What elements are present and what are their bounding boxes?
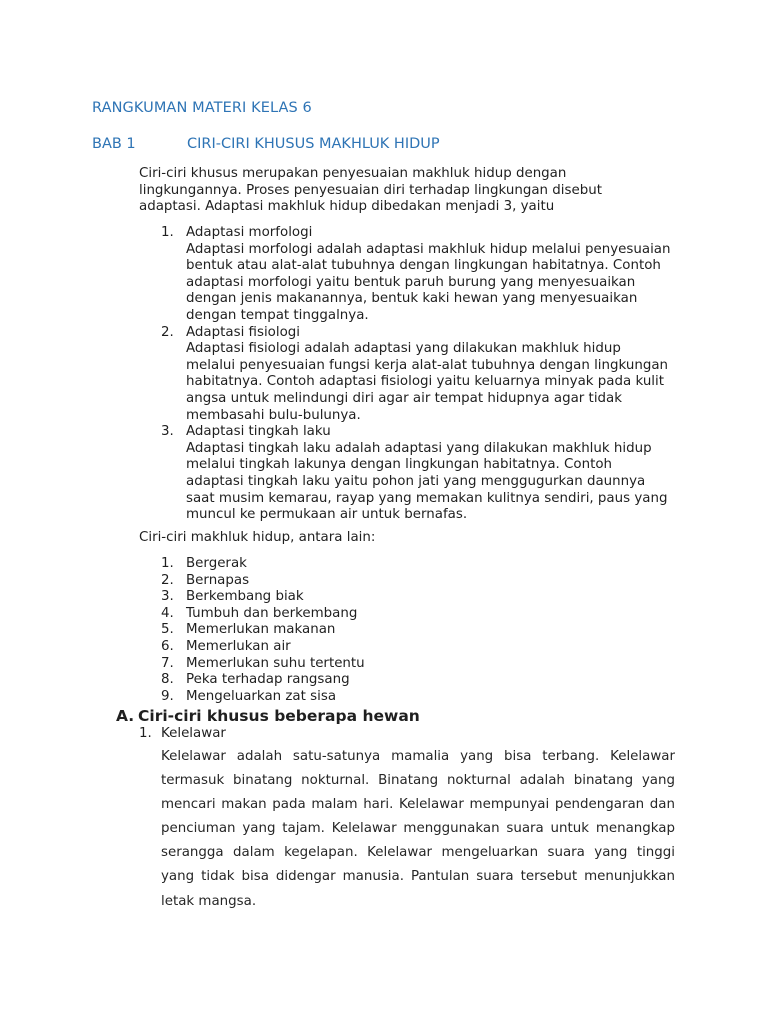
list-description: Adaptasi tingkah laku adalah adaptasi yang dilakukan makhluk hidup melalui tingkah lakunya dengan lingkungan habitatnya. Contoh adaptasi tingkah laku yaitu pohon jati yang menggugurkan daunnya saat musim kemarau, rayap yang memakan kulitnya sendiri, paus yang muncul ke permukaan air untuk bernafas.: [186, 440, 668, 523]
list-item: [161, 622, 365, 639]
list-item: [161, 225, 671, 325]
animal-item-heading: [139, 726, 226, 741]
animal-name: Kelelawar: [161, 726, 226, 741]
list-number: 1.: [139, 726, 152, 741]
list-text: Memerlukan makanan: [186, 622, 336, 638]
section-heading: [116, 707, 420, 725]
list-number: 4.: [161, 605, 174, 621]
list-item: [161, 672, 365, 689]
list-text: Berkembang biak: [186, 589, 304, 605]
list-text: Mengeluarkan zat sisa: [186, 688, 337, 704]
list-item: [161, 325, 671, 425]
list-number: 2.: [161, 572, 174, 588]
list-description: Adaptasi fisiologi adalah adaptasi yang dilakukan makhluk hidup melalui penyesuaian fungsi kerja alat-alat tubuhnya dengan lingkungan habitatnya. Contoh adaptasi fisiologi yaitu keluarnya minyak pada kulit angsa untuk melindungi diri agar air tempat hidupnya agar tidak membasahi bulu-bulunya.: [186, 341, 669, 423]
list-number: 5.: [161, 622, 174, 638]
ciri-intro: Ciri-ciri makhluk hidup, antara lain:: [139, 530, 376, 545]
list-heading: Adaptasi fisiologi: [186, 324, 300, 340]
list-text: Bergerak: [186, 556, 247, 571]
list-item: [161, 573, 365, 590]
list-text: Memerlukan air: [186, 638, 291, 654]
list-item: [161, 689, 365, 706]
chapter-heading: [92, 136, 440, 152]
list-text: Memerlukan suhu tertentu: [186, 655, 365, 671]
list-number: 3.: [161, 424, 174, 440]
list-item: [161, 656, 365, 673]
list-description: Adaptasi morfologi adalah adaptasi makhluk hidup melalui penyesuaian bentuk atau alat-alat tubuhnya dengan lingkungan habitatnya. Contoh adaptasi morfologi yaitu bentuk paruh burung yang menyesuaikan dengan jenis makanannya, bentuk kaki hewan yang menyesuaikan dengan tempat tinggalnya.: [186, 241, 671, 323]
list-item: [161, 589, 365, 606]
chapter-title: CIRI-CIRI KHUSUS MAKHLUK HIDUP: [187, 136, 440, 152]
list-number: 3.: [161, 589, 174, 605]
list-number: 2.: [161, 324, 174, 340]
list-number: 7.: [161, 655, 174, 671]
list-item: [161, 556, 365, 573]
chapter-number: BAB 1: [92, 136, 136, 152]
list-number: 8.: [161, 672, 174, 688]
list-text: Peka terhadap rangsang: [186, 672, 350, 688]
section-title: Ciri-ciri khusus beberapa hewan: [138, 707, 420, 725]
intro-paragraph: Ciri-ciri khusus merupakan penyesuaian makhluk hidup dengan lingkungannya. Proses penyesuaian diri terhadap lingkungan disebut adaptasi. Adaptasi makhluk hidup dibedakan menjadi 3, yaitu: [139, 166, 602, 215]
ciri-list: [161, 556, 365, 705]
list-item: [161, 606, 365, 623]
adaptasi-list: [161, 225, 671, 524]
list-heading: Adaptasi morfologi: [186, 225, 313, 240]
list-number: 1.: [161, 556, 174, 571]
list-item: [161, 424, 671, 524]
list-number: 9.: [161, 688, 174, 704]
document-title: RANGKUMAN MATERI KELAS 6: [92, 100, 312, 116]
list-text: Tumbuh dan berkembang: [186, 605, 358, 621]
animal-description: Kelelawar adalah satu-satunya mamalia yang bisa terbang. Kelelawar termasuk binatang nokturnal. Binatang nokturnal adalah binatang yang mencari makan pada malam hari. Kelelawar mempunyai pendengaran dan penciuman yang tajam. Kelelawar menggunakan suara untuk menangkap serangga dalam kegelapan. Kelelawar mengeluarkan suara yang tinggi yang tidak bisa didengar manusia. Pantulan suara tersebut menunjukkan letak mangsa.: [161, 749, 675, 909]
list-heading: Adaptasi tingkah laku: [186, 424, 331, 440]
section-letter: A.: [116, 707, 135, 725]
list-item: [161, 639, 365, 656]
list-number: 6.: [161, 638, 174, 654]
list-text: Bernapas: [186, 572, 250, 588]
list-number: 1.: [161, 225, 174, 240]
